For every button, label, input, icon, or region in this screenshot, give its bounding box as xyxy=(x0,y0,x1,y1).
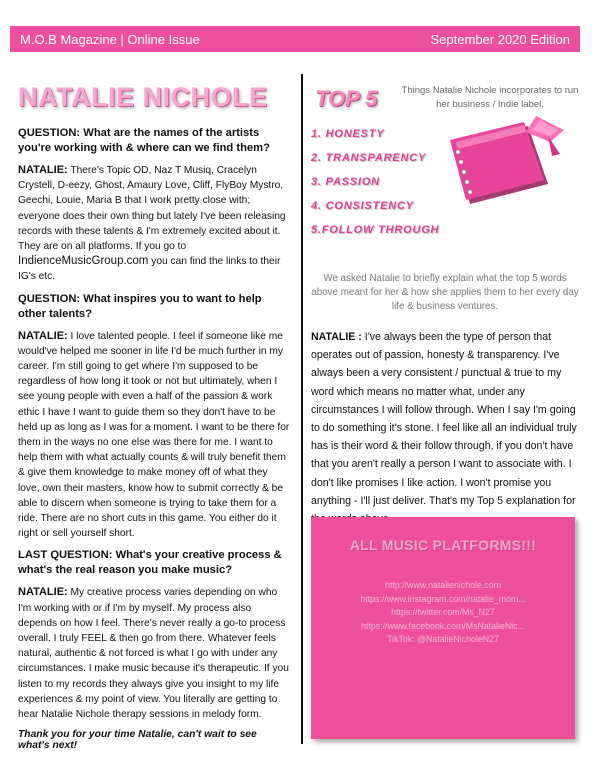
answer-1 xyxy=(18,163,290,285)
answer-speaker: NATALIE : xyxy=(311,331,362,343)
banner-issue-label: M.O.B Magazine | Online Issue xyxy=(20,31,200,47)
answer-1-text-b: you can find the links to their IG's etc. xyxy=(18,256,281,283)
answer-speaker: NATALIE: xyxy=(18,586,68,599)
list-item: 1. HONESTY xyxy=(311,128,385,140)
platform-links xyxy=(311,579,575,647)
twitter-link[interactable]: https://twitter.com/Ms_N27 xyxy=(391,607,495,617)
website-link[interactable]: http://www.natalienichole.com xyxy=(385,580,501,590)
closing-line: Thank you for your time Natalie, can't wait to see what's next! xyxy=(18,729,257,752)
artist-name-title: NATALIE NICHOLE xyxy=(18,82,268,112)
answer-2-text: I love talented people. I feel if someone like me would've helped me sooner in life I'd be much further in my career. I'm still going to get where I'm supposed to be regardless of how long it took or not but ultimately, when I see young people with even a half of the passion & work ethic I have I want to guide them so they don't have to be held up as long as I was for a moment. I want to be there for them in the ways no one else was there for me. I want to help them with what actually counts & will truly benefit them & give them knowledge to make money off of what they love, own their masters, know how to submit correctly & be able to discern when someone is trying to take them for a ride. There are no short cuts in this game. You either do it right or sell yourself short. xyxy=(18,330,290,540)
label-website-link[interactable]: IndienceMusicGroup.com xyxy=(18,255,149,268)
platforms-title: ALL MUSIC PLATFORMS!!! xyxy=(349,537,537,553)
top5-answer-text: I've always been the type of person that operates out of passion, honesty & transparency. I've always been a very consistent / punctual & true to my word which means no matter what, under any circumstances I will follow through. When I say I'm going to do something it's stone. I feel like all an individual truly has is their word & their follow through, if you don't have that you aren't really a person I want to associate with. I don't like promises I like action. I won't promise you anything - I'll just deliver. That's my Top 5 explanation for xyxy=(311,331,577,507)
top5-title: TOP 5 xyxy=(315,86,378,111)
column-divider xyxy=(301,74,303,744)
answer-3 xyxy=(18,585,290,722)
magazine-banner xyxy=(10,26,580,52)
top5-intro: We asked Natalie to briefly explain what the top 5 words above meant for her & how she applies them to her every day life & business ventures. xyxy=(311,273,579,312)
tiktok-handle: TikTok: @NatalieNicholeN27 xyxy=(387,634,499,644)
question-2: QUESTION: What inspires you to want to help other talents? xyxy=(18,292,262,320)
question-1: QUESTION: What are the names of the artists you're working with & where can we find them? xyxy=(18,127,270,154)
notebook-icon xyxy=(440,112,570,212)
answer-speaker: NATALIE: xyxy=(18,329,68,342)
banner-edition-label: September 2020 Edition xyxy=(430,31,570,47)
list-item: 4. CONSISTENCY xyxy=(311,200,414,212)
top5-answer xyxy=(311,328,579,528)
list-item: 3. PASSION xyxy=(311,176,380,188)
answer-1-text-a: There's Topic OD, Naz T Musiq, Cracelyn Crystell, D-eezy, Ghost, Amaury Love, Cliff, FlyBoy Mystro, Geechi, Louie, Maria B that I work pretty close with; everyone does their own thing but lately I've been releasing records with these talents & I'm extremely excited about it. They are on all platforms. If you go to xyxy=(18,165,286,253)
answer-speaker: NATALIE: xyxy=(18,164,68,176)
list-item: 2. TRANSPARENCY xyxy=(311,152,427,164)
music-platforms-box xyxy=(311,517,575,739)
facebook-link[interactable]: https://www.facebook.com/MsNatalieNic... xyxy=(361,620,525,631)
question-3: LAST QUESTION: What's your creative process & what's the real reason you make music? xyxy=(18,549,282,577)
instagram-link[interactable]: https://www.instagram.com/natalie_mom... xyxy=(360,593,526,604)
list-item: 5.FOLLOW THROUGH xyxy=(311,224,440,236)
top5-subtitle: Things Natalie Nichole incorporates to run her business / Indie label. xyxy=(401,85,579,110)
answer-3-text: My creative process varies depending on who I'm working with or if I'm by myself. My process also depends on how I feel. There's never really a go-to process overall. I truly FEEL & then go from there. Whatever feels natural, authentic & not forced is what I go with under any circumstances. I make music because it's therapeutic. If you listen to my records they always give you insight to my life experiences & my point of view. You literally are getting to hear Natalie Nichole therapy sessions in melody form. xyxy=(18,587,289,721)
interview-column xyxy=(18,82,290,751)
answer-2 xyxy=(18,329,290,542)
